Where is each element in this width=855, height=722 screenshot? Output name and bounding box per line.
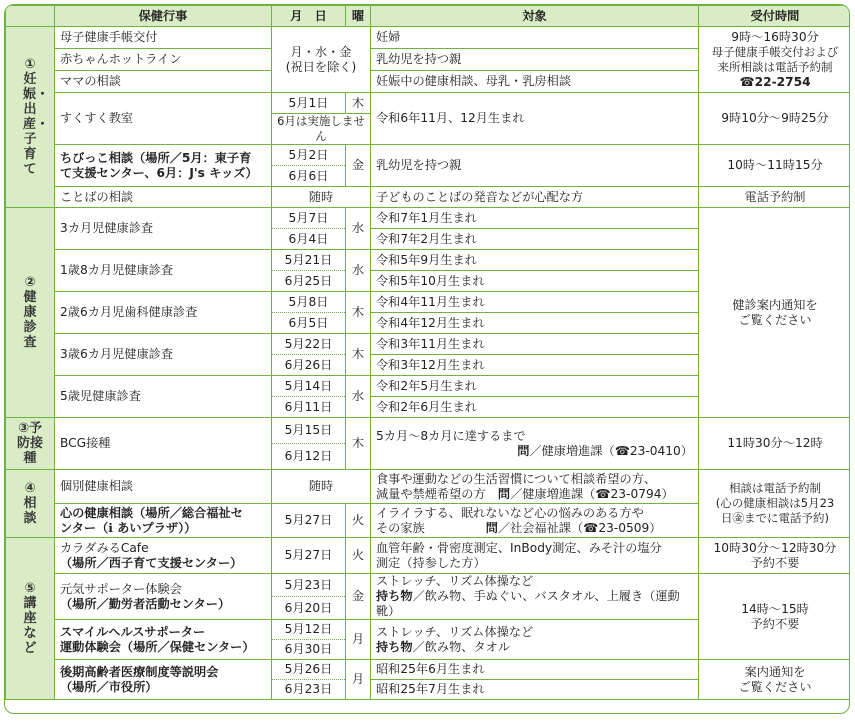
time-line: 母子健康手帳交付および (711, 44, 839, 59)
time-line: (心の健康相談は5月23 (715, 496, 835, 510)
table-row (6, 660, 851, 680)
time-line: 予約不要 (750, 555, 800, 570)
date-cell: 6月6日 (272, 166, 346, 187)
target-line: 血管年齢・骨密度測定、InBody測定、みそ汁の塩分 (376, 540, 662, 555)
date-cell: 5月23日 (272, 574, 346, 597)
target-line: イライラする、眠れないなど心の悩みのある方や (376, 505, 644, 520)
table-row (6, 574, 851, 597)
target-cell: 令和6年11月、12月生まれ (371, 93, 699, 145)
section-5-text: ⑤講座など (23, 581, 37, 656)
target-cell: 妊娠中の健康相談、母乳・乳房相談 (371, 71, 699, 93)
target-cell (371, 418, 699, 470)
belongings-text: ／飲み物、タオル (412, 639, 511, 654)
time-line: 10時30分～12時30分 (713, 540, 837, 555)
event-cell: 赤ちゃんホットライン (55, 49, 272, 71)
event-line: （場所／西子育て支援センター） (60, 555, 243, 570)
inquiry-label: 問 (517, 443, 530, 458)
event-cell (55, 145, 272, 187)
weekday-cell: 水 (346, 208, 371, 250)
event-cell (55, 620, 272, 660)
date-cell: 6月12日 (272, 444, 346, 470)
target-cell: 昭和25年7月生まれ (371, 680, 699, 700)
time-line: ご覧ください (738, 312, 812, 327)
time-cell (699, 660, 851, 700)
date-cell: 5月15日 (272, 418, 346, 444)
section-label-3 (6, 418, 55, 470)
target-cell: 令和2年6月生まれ (371, 397, 699, 418)
target-cell: 乳幼児を持つ親 (371, 49, 699, 71)
time-line: 案内通知を (744, 664, 806, 679)
time-cell: 10時～11時15分 (699, 145, 851, 187)
header-time: 受付時間 (699, 6, 851, 27)
date-note: (祝日を除く) (285, 59, 357, 74)
target-cell (371, 538, 699, 574)
table-row (6, 208, 851, 229)
event-cell: 1歳8カ月児健康診査 (55, 250, 272, 292)
target-line: 食事や運動などの生活習慣について相談希望の方、 (376, 471, 657, 486)
date-cell: 5月12日 (272, 620, 346, 640)
weekday-cell: 水 (346, 376, 371, 418)
schedule-table-frame (4, 4, 850, 714)
target-text: その家族 (376, 520, 425, 535)
target-line: ストレッチ、リズム体操など (376, 624, 534, 639)
date-cell: 6月23日 (272, 680, 346, 700)
date-cell (272, 27, 371, 93)
section-label-1 (6, 27, 55, 208)
time-line: 健診案内通知を (732, 297, 818, 312)
section-label-5 (6, 538, 55, 700)
date-cell: 5月27日 (272, 504, 346, 538)
header-date: 月 日 (272, 6, 346, 27)
table-row (6, 187, 851, 208)
phone-number: ☎22-2754 (739, 74, 811, 89)
event-line: 元気サポーター体験会 (60, 581, 182, 596)
target-cell: 令和5年9月生まれ (371, 250, 699, 271)
date-cell: 6月26日 (272, 355, 346, 376)
weekday-cell: 火 (346, 504, 371, 538)
weekday-cell: 金 (346, 574, 371, 620)
date-cell: 6月30日 (272, 640, 346, 660)
date-text: 月・水・金 (290, 44, 352, 59)
time-cell (699, 538, 851, 574)
event-cell: BCG接種 (55, 418, 272, 470)
event-cell (55, 504, 272, 538)
weekday-cell: 火 (346, 538, 371, 574)
inquiry-label: 問 (497, 486, 511, 501)
time-line: ご覧ください (738, 679, 812, 694)
event-line: 心の健康相談（場所／総合福祉セ (60, 505, 243, 520)
inquiry-contact: ／健康増進課（☎23-0794） (510, 486, 674, 501)
section-label-2 (6, 208, 55, 418)
event-cell: ママの相談 (55, 71, 272, 93)
time-cell: 11時30分～12時 (699, 418, 851, 470)
target-line (376, 640, 693, 655)
target-cell: 乳幼児を持つ親 (371, 145, 699, 187)
inquiry-contact: ／社会福祉課（☎23-0509） (497, 520, 662, 535)
target-cell (371, 470, 699, 504)
event-cell: 個別健康相談 (55, 470, 272, 504)
time-cell: 9時10分～9時25分 (699, 93, 851, 145)
event-cell (55, 660, 272, 700)
event-line: 後期高齢者医療制度等説明会 (60, 664, 219, 679)
target-cell (371, 574, 699, 620)
date-cell: 5月1日 (272, 93, 346, 114)
section-2-text: ②健康診査 (23, 275, 37, 350)
date-cell: 6月11日 (272, 397, 346, 418)
section-4-text: ④相談 (23, 481, 37, 526)
weekday-cell: 月 (346, 620, 371, 660)
date-cell: 5月2日 (272, 145, 346, 166)
date-cell: 5月26日 (272, 660, 346, 680)
date-cell: 6月20日 (272, 597, 346, 620)
target-line: ストレッチ、リズム体操など (376, 574, 534, 588)
target-cell: 令和7年1月生まれ (371, 208, 699, 229)
inquiry-contact: ／健康増進課（☎23-0410） (529, 443, 693, 458)
time-line: 日㊎までに電話予約) (721, 511, 829, 525)
event-line: 運動体験会（場所／保健センター） (60, 639, 255, 654)
target-line (376, 589, 693, 619)
target-line (376, 521, 693, 536)
target-line: 5カ月～8カ月に達するまで (376, 428, 526, 443)
section-1-text: ①妊娠・出産・子育て (23, 57, 50, 177)
weekday-cell: 金 (346, 145, 371, 187)
target-cell: 令和4年12月生まれ (371, 313, 699, 334)
event-line: て支援センター、6月：J's キッズ） (60, 165, 258, 180)
header-event: 保健行事 (55, 6, 272, 27)
event-cell: 3カ月児健康診査 (55, 208, 272, 250)
event-line: カラダみるCafe (60, 540, 149, 555)
weekday-cell: 月 (346, 660, 371, 700)
event-line: （場所／市役所） (60, 679, 158, 694)
target-cell: 令和3年11月生まれ (371, 334, 699, 355)
table-row (6, 418, 851, 444)
target-cell: 妊婦 (371, 27, 699, 49)
belongings-label: 持ち物 (376, 589, 413, 603)
event-cell: 5歳児健康診査 (55, 376, 272, 418)
time-line: 来所相談は電話予約制 (717, 59, 833, 74)
target-cell (371, 504, 699, 538)
date-cell: 6月25日 (272, 271, 346, 292)
target-cell (371, 620, 699, 660)
time-cell (699, 470, 851, 538)
target-cell: 子どものことばの発音などが心配な方 (371, 187, 699, 208)
time-cell (699, 574, 851, 660)
time-cell (699, 208, 851, 418)
event-cell: 3歳6カ月児健康診査 (55, 334, 272, 376)
section-3-text: ③予防接種 (16, 421, 43, 466)
time-line: 9時～16時30分 (731, 29, 819, 44)
weekday-cell: 木 (346, 93, 371, 114)
event-cell (55, 574, 272, 620)
event-cell (55, 538, 272, 574)
time-cell (699, 27, 851, 93)
table-row (6, 93, 851, 114)
target-line (376, 487, 693, 502)
event-line: ちびっこ相談（場所／5月：東子育 (60, 150, 252, 165)
weekday-cell: 木 (346, 334, 371, 376)
event-line: ンター（ℹ あいプラザ）） (60, 520, 197, 535)
event-cell: ことばの相談 (55, 187, 272, 208)
table-row (6, 538, 851, 574)
date-cell: 5月7日 (272, 208, 346, 229)
date-cell: 5月14日 (272, 376, 346, 397)
date-cell: 5月8日 (272, 292, 346, 313)
date-cell: 随時 (272, 187, 371, 208)
inquiry-label: 問 (485, 520, 498, 535)
date-cell: 6月4日 (272, 229, 346, 250)
target-cell: 令和2年5月生まれ (371, 376, 699, 397)
date-cell: 随時 (272, 470, 371, 504)
target-line: 測定（持参した方） (376, 555, 486, 570)
table-row (6, 145, 851, 166)
target-cell: 令和4年11月生まれ (371, 292, 699, 313)
weekday-cell: 木 (346, 292, 371, 334)
event-cell: すくすく教室 (55, 93, 272, 145)
header-section (6, 6, 55, 27)
target-cell: 令和7年2月生まれ (371, 229, 699, 250)
event-cell: 母子健康手帳交付 (55, 27, 272, 49)
header-target: 対象 (371, 6, 699, 27)
event-line: スマイルヘルスサポーター (60, 624, 206, 639)
belongings-text: ／飲み物、手ぬぐい、バスタオル、上履き（運動靴） (376, 589, 680, 618)
section-label-4 (6, 470, 55, 538)
time-line: 14時～15時 (741, 601, 809, 616)
time-cell: 電話予約制 (699, 187, 851, 208)
event-line: （場所／勤労者活動センター） (60, 596, 231, 611)
target-cell: 令和5年10月生まれ (371, 271, 699, 292)
date-cell: 5月27日 (272, 538, 346, 574)
target-cell: 昭和25年6月生まれ (371, 660, 699, 680)
time-line: 相談は電話予約制 (729, 481, 821, 495)
header-weekday: 曜 (346, 6, 371, 27)
date-cell: 6月5日 (272, 313, 346, 334)
table-row (6, 470, 851, 504)
event-cell: 2歳6カ月児歯科健康診査 (55, 292, 272, 334)
weekday-cell: 木 (346, 418, 371, 470)
date-cell: 5月21日 (272, 250, 346, 271)
health-events-table (5, 5, 850, 700)
target-line (376, 444, 693, 459)
date-note-cell: 6月は実施しません (272, 114, 371, 145)
target-text: 減量や禁煙希望の方 (376, 486, 486, 501)
belongings-label: 持ち物 (376, 639, 413, 654)
header-row (6, 6, 851, 27)
date-cell: 5月22日 (272, 334, 346, 355)
time-line: 予約不要 (750, 616, 800, 631)
weekday-cell: 水 (346, 250, 371, 292)
target-cell: 令和3年12月生まれ (371, 355, 699, 376)
table-row (6, 27, 851, 49)
